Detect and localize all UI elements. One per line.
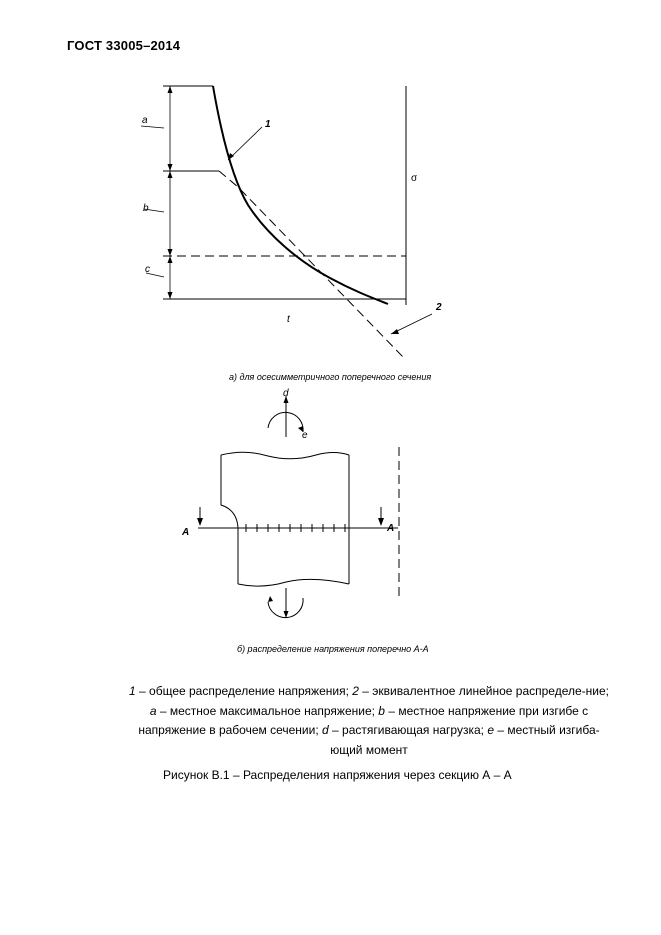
label-curve-1: 1	[265, 119, 271, 130]
legend-key-1: 1	[129, 684, 136, 698]
body-bottom-wavy-edge	[238, 579, 349, 586]
legend-text-1: – общее распределение напряжения;	[135, 684, 353, 698]
label-section-A-right: A	[387, 523, 395, 534]
legend-key-2: 2	[352, 684, 359, 698]
legend-text-d: – растягивающая нагрузка;	[328, 723, 488, 737]
line-2-linear-stress	[219, 171, 404, 358]
body-top-wavy-edge	[221, 452, 349, 459]
label-d: d	[283, 388, 289, 399]
document-header: ГОСТ 33005–2014	[67, 38, 181, 53]
leader-a	[141, 126, 164, 128]
legend-text-2: – эквивалентное линейное распределе-ние;	[358, 684, 609, 698]
legend-key-a: a	[149, 703, 157, 718]
figure-a-labels	[142, 115, 442, 325]
label-a: a	[142, 115, 148, 126]
figure-b-labels	[181, 388, 394, 538]
leader-1	[228, 127, 262, 160]
label-section-A-left: A	[182, 527, 190, 538]
label-t: t	[287, 314, 290, 325]
figure-a-caption: а) для осесимметричного поперечного сечения	[229, 372, 432, 382]
label-e: e	[302, 430, 308, 441]
legend-key-d: d	[322, 723, 329, 737]
figure-legend	[126, 682, 612, 760]
figure-b-caption: б) распределение напряжения поперечно А-А	[237, 644, 429, 654]
curve-1-total-stress	[213, 86, 388, 304]
legend-key-e: e	[487, 723, 495, 737]
label-c: c	[145, 264, 150, 275]
label-sigma: σ	[411, 173, 418, 184]
figure-caption: Рисунок В.1 – Распределения напряжения через секцию А – А	[163, 768, 512, 782]
label-b: b	[143, 203, 149, 214]
figure-a-arrows	[168, 86, 400, 334]
legend-text-a: – местное максимальное напряжение;	[156, 703, 379, 718]
label-line-2: 2	[436, 302, 442, 313]
figure-b-diagram	[198, 396, 399, 618]
legend-text-b: – местное напряжение при изгибе с напряжение в рабочем сечении;	[138, 703, 589, 737]
body-left-edge	[221, 455, 238, 584]
legend-text-e: – местный изгиба-ющий момент	[330, 723, 600, 757]
legend-key-b: b	[378, 703, 385, 718]
